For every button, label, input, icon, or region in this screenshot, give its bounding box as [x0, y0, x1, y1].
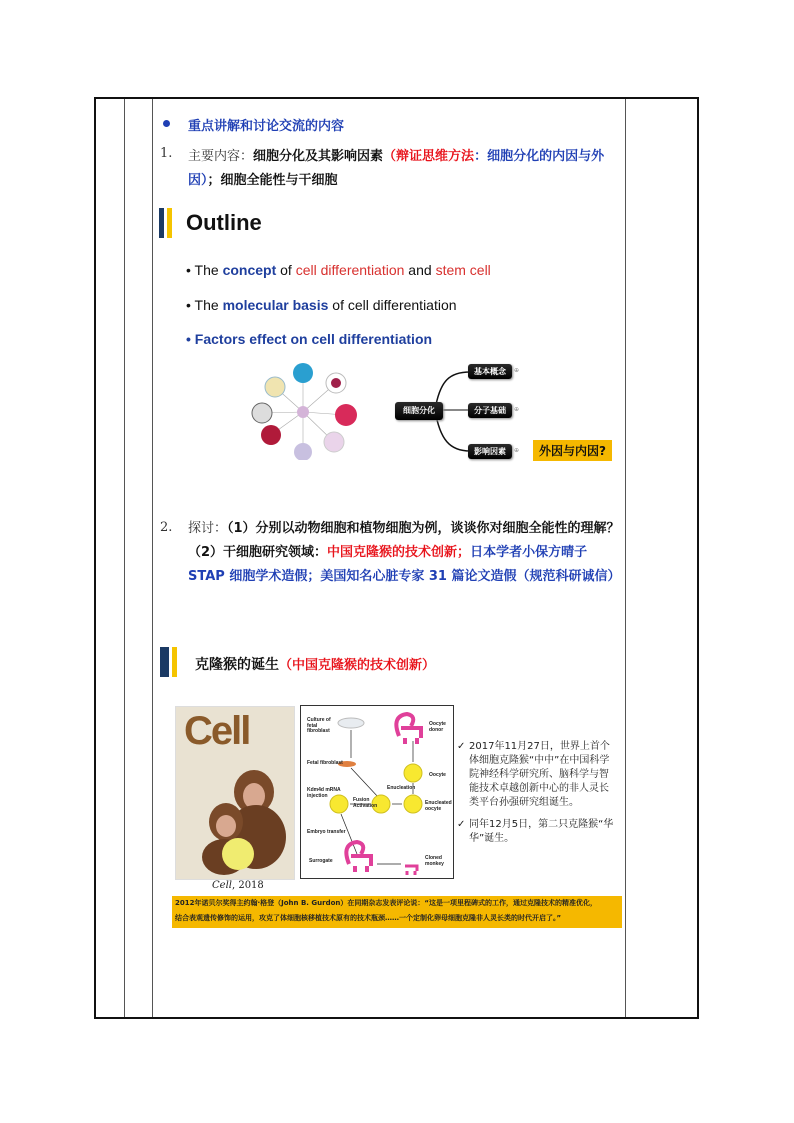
heading-bar-yellow	[172, 647, 177, 677]
mindmap-branch-molecular-basis: 分子基础	[468, 403, 512, 418]
caption-year: , 2018	[231, 880, 264, 891]
label-fetal: Fetal fibroblast	[307, 760, 343, 766]
item-number: 2.	[160, 520, 173, 535]
keyword: stem cell	[435, 262, 491, 278]
check-icon: ✓	[457, 819, 466, 830]
item-label: 探讨：	[188, 521, 228, 536]
keyword: molecular basis	[222, 297, 329, 313]
china-clone-monkey-text: 中国克隆猴的技术创新；	[327, 545, 471, 560]
cell-journal-cover	[175, 706, 295, 880]
label-oocyte: Oocyte	[429, 772, 446, 778]
internal-external-causes: 细胞分化的内因与外因	[188, 149, 605, 188]
fact-item	[457, 818, 617, 846]
text: • The	[186, 262, 223, 278]
text: • The	[186, 297, 223, 313]
label-surrogate: Surrogate	[309, 858, 333, 864]
mindmap-branch-factors: 影响因素	[468, 444, 512, 459]
item-number: 1.	[160, 146, 173, 161]
text: of cell differentiation	[328, 297, 457, 313]
outline-title: Outline	[186, 210, 262, 235]
bullet-icon	[163, 120, 170, 127]
monkeys-image	[186, 752, 291, 877]
heading-bar-yellow	[167, 208, 172, 238]
expand-icon: ⊕	[514, 447, 520, 454]
outline-item	[186, 262, 491, 278]
cloning-process-diagram	[300, 705, 454, 879]
item-text: 细胞分化及其影响因素	[253, 149, 384, 164]
colon: ：	[474, 149, 488, 164]
expand-icon: ⊕	[514, 406, 520, 413]
column-divider	[152, 99, 153, 1017]
heading-subtitle: （中国克隆猴的技术创新）	[279, 658, 436, 673]
research-integrity-text: 日本学者小保方晴子 STAP 细胞学术造假；美国知名心脏专家 31 篇论文造假（规范科研诚信）	[188, 545, 621, 584]
dialectic-method: 辩证思维方法	[396, 149, 475, 164]
label-enucleated: Enucleated oocyte	[425, 800, 452, 812]
callout-internal-external: 外因与内因?	[533, 440, 612, 461]
facts-list	[457, 740, 617, 846]
keyword: concept	[222, 262, 277, 278]
heading-text: 克隆猴的诞生	[195, 657, 279, 673]
mindmap-root-node: 细胞分化	[395, 402, 443, 420]
label-embryo: Embryo transfer	[307, 829, 346, 835]
label-enucleation: Enucleation	[387, 785, 416, 791]
cover-title: Cell	[184, 709, 250, 753]
cell-types-diagram	[238, 360, 368, 460]
expand-icon: ⊕	[514, 367, 520, 374]
item1-paragraph	[188, 145, 620, 193]
fact-text: 2017年11月27日，世界上首个体细胞克隆猴“中中”在中国科学院神经科学研究所、脑科学与智能技术卓越创新中心的非人灵长类平台孙强研究组诞生。	[469, 741, 610, 808]
clone-section-heading	[195, 654, 435, 674]
item-label: 主要内容：	[188, 149, 254, 164]
cover-caption	[212, 880, 264, 891]
item-text: （1）分别以动物细胞和植物细胞为例，谈谈你对细胞全能性的理解？（2）干细胞研究领域：	[188, 521, 620, 560]
outline-item: • Factors effect on cell differentiation	[186, 331, 433, 347]
text: of	[276, 262, 296, 278]
column-divider	[625, 99, 626, 1017]
item-text: ；细胞全能性与干细胞	[207, 173, 338, 188]
column-divider	[124, 99, 125, 1017]
mindmap-branch-basic-concept: 基本概念	[468, 364, 512, 379]
text: and	[404, 262, 436, 278]
label-oocyte-donor: Oocyte donor	[429, 721, 446, 733]
heading-bar-navy	[159, 208, 164, 238]
heading-bar-navy	[160, 647, 169, 677]
caption-journal: Cell	[212, 880, 232, 891]
label-culture: Culture of fetal fibroblast	[307, 717, 331, 734]
fact-text: 同年12月5日，第二只克隆猴“华华”诞生。	[469, 819, 614, 844]
section-heading: 重点讲解和讨论交流的内容	[188, 119, 345, 134]
outline-item	[186, 297, 457, 313]
fact-item	[457, 740, 617, 810]
label-cloned: Cloned monkey	[425, 855, 444, 867]
paren: （	[383, 149, 397, 164]
label-kdm: Kdm4d mRNA injection	[307, 787, 341, 799]
keyword: cell differentiation	[295, 262, 405, 278]
quote-line: 2012年诺贝尔奖得主约翰·格登（John B. Gurdon）在同期杂志发表评论说：“这是一项里程碑式的工作，通过克隆技术的精准优化，	[175, 899, 597, 907]
paren: ）	[201, 173, 208, 188]
check-icon: ✓	[457, 741, 466, 752]
quote-line: 结合表观遗传修饰的运用，攻克了体细胞核移植技术原有的技术瓶颈……一个定制化卵母细胞克隆非人灵长类的时代开启了。”	[175, 914, 562, 922]
label-fusion: Fusion Activation	[353, 797, 378, 809]
item2-paragraph	[188, 517, 620, 589]
gurdon-quote-box	[172, 896, 622, 928]
